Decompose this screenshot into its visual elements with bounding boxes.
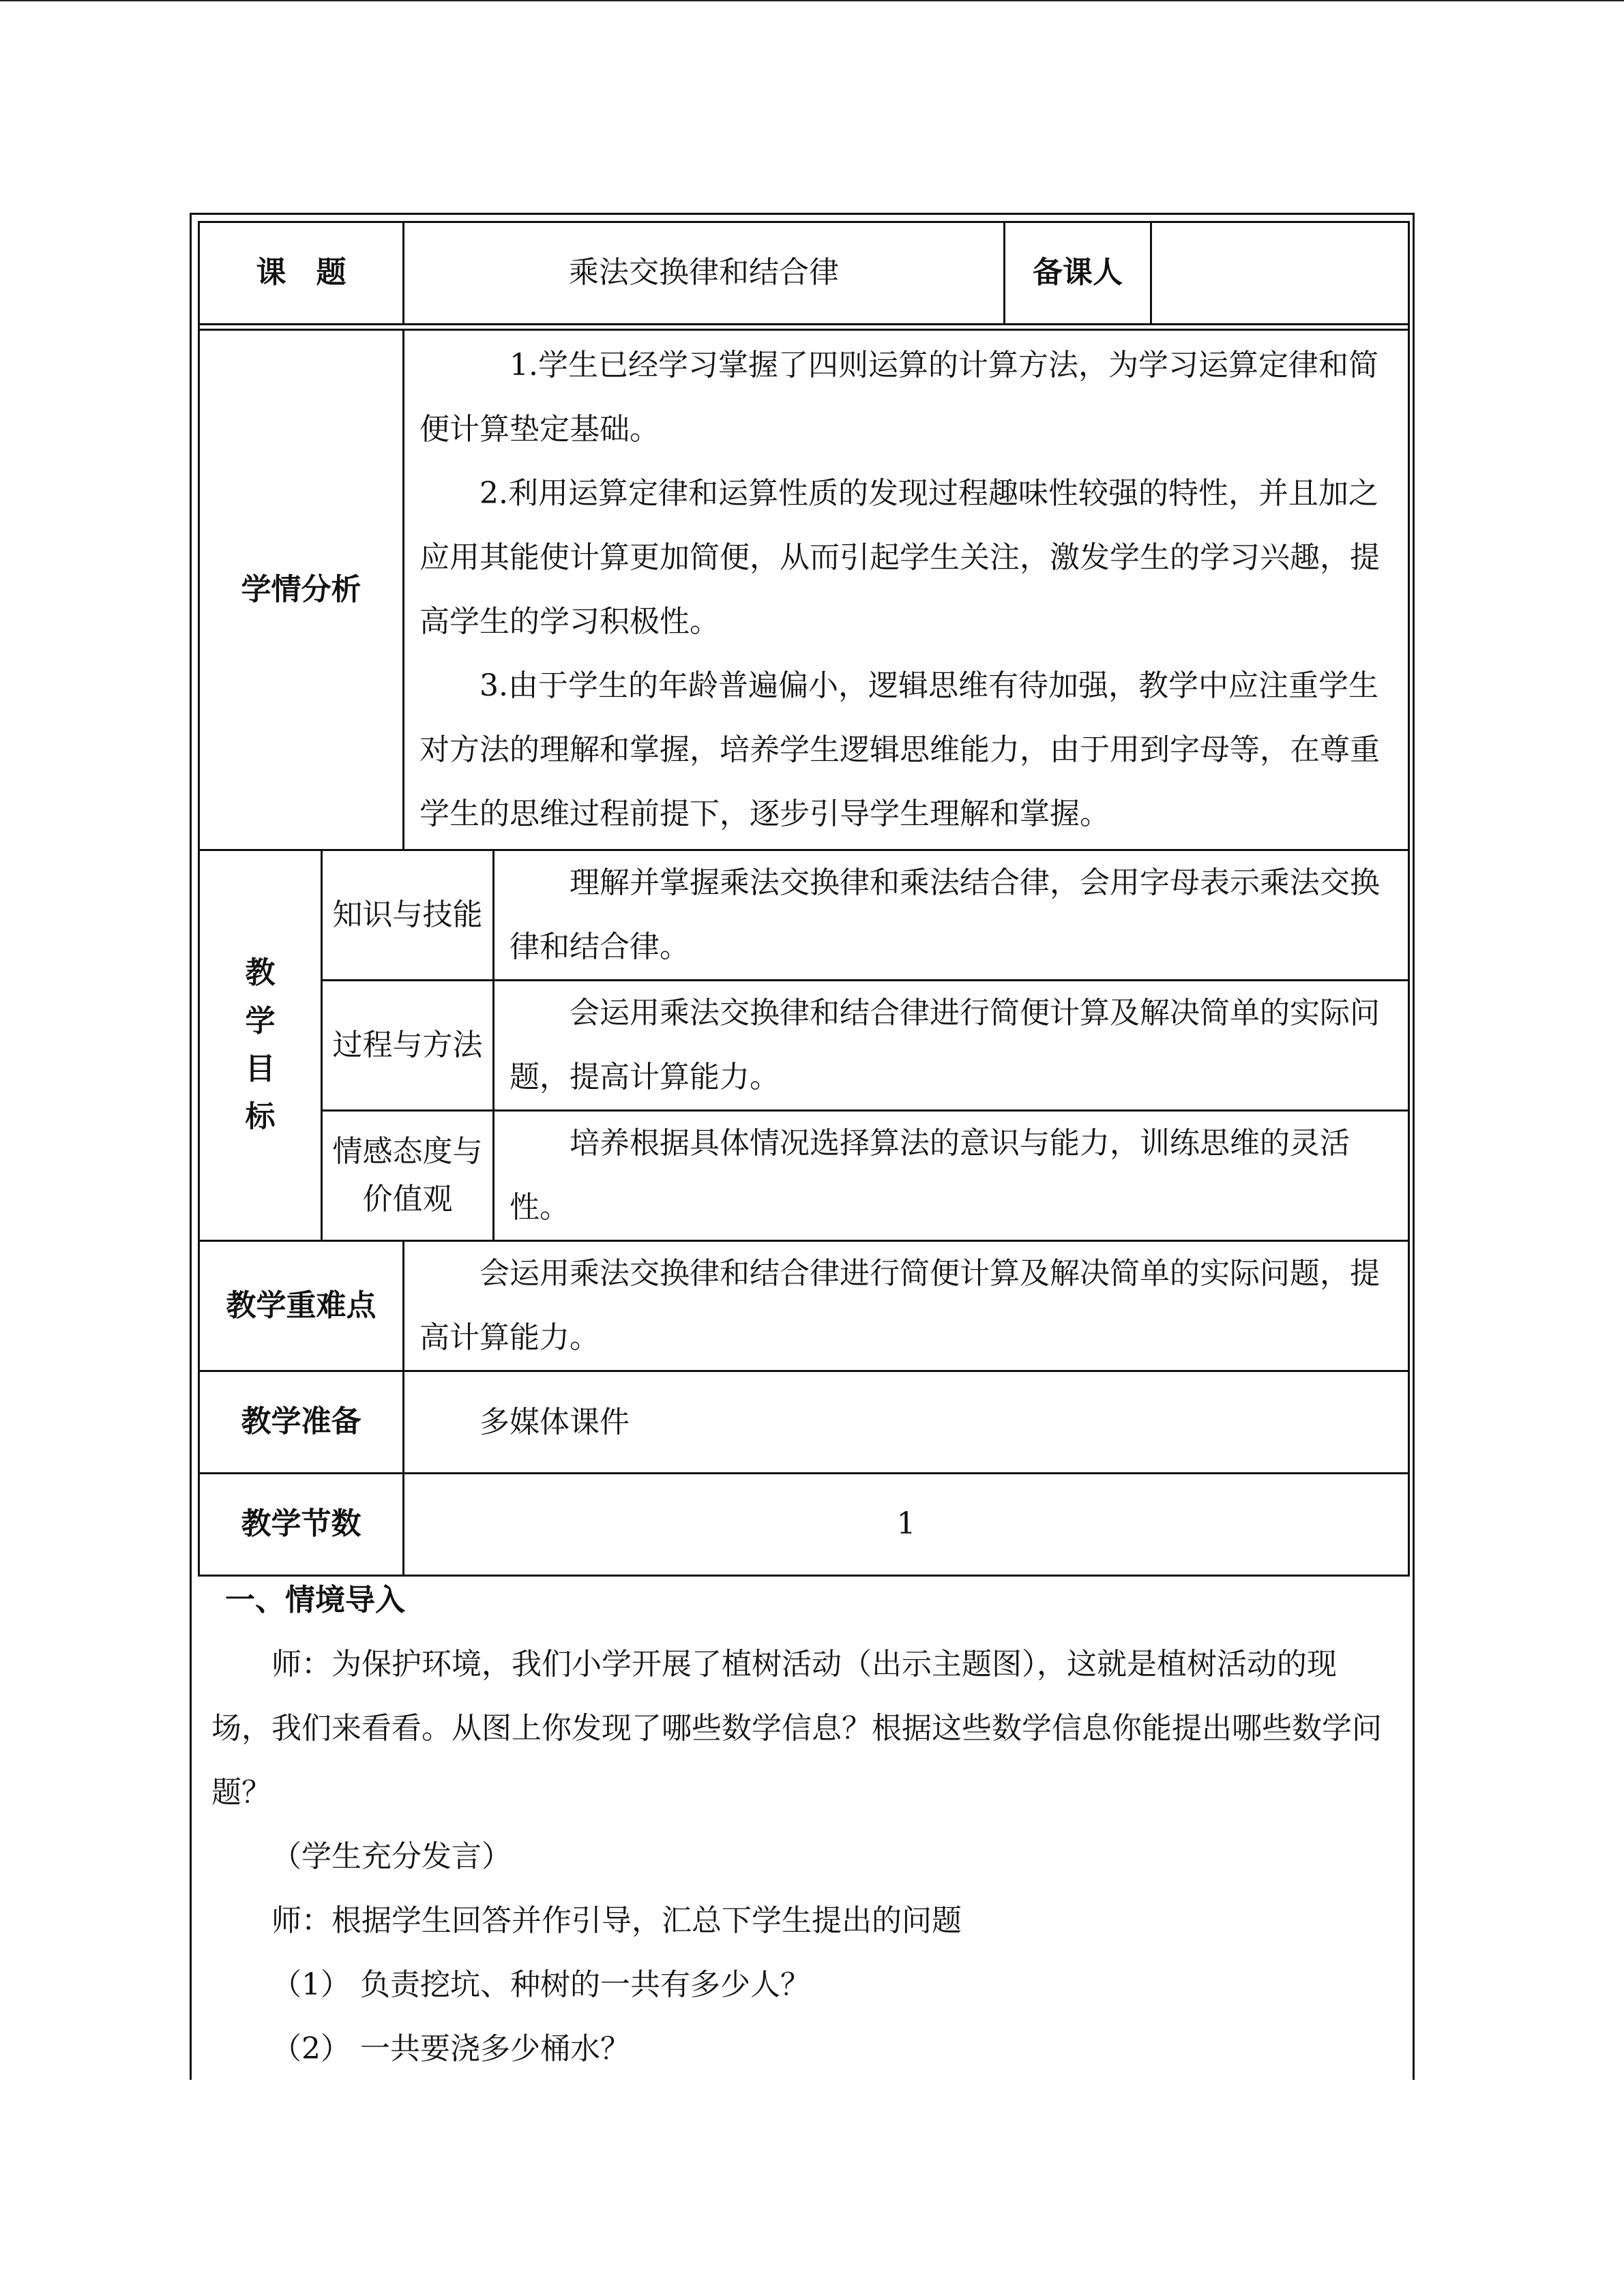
preparer-value: [1151, 222, 1409, 325]
goals-label-char-1: 教: [245, 955, 276, 991]
teaching-process: [198, 1568, 1408, 2081]
preparation-cell: [404, 1371, 1409, 1474]
goal-emotion-text: 培养根据具体情况选择算法的意识与能力，训练思维的灵活性。: [510, 1126, 1350, 1225]
goal-process-text: 会运用乘法交换律和结合律进行简便计算及解决简单的实际问题，提高计算能力。: [510, 996, 1380, 1094]
goal-emotion-name: [322, 1111, 494, 1241]
analysis-row: [199, 330, 1409, 850]
goal-emotion-name-line-1: 情感态度与: [332, 1133, 483, 1169]
goal-knowledge-name: 知识与技能: [322, 850, 494, 981]
periods-row: [199, 1474, 1409, 1576]
goals-label-char-2: 学: [245, 1003, 276, 1039]
analysis-paragraph-2: 2.利用运算定律和运算性质的发现过程趣味性较强的特性，并且加之应用其能使计算更加简便，从而引起学生关注，激发学生的学习兴趣，提高学生的学习积极性。: [419, 476, 1380, 639]
preparation-text: 多媒体课件: [479, 1404, 630, 1440]
preparation-row: [199, 1371, 1409, 1474]
process-teacher-summary: 师：根据学生回答并作引导，汇总下学生提出的问题: [271, 1903, 962, 1938]
process-heading: 一、情境导入: [225, 1583, 405, 1617]
topic-row: [199, 222, 1409, 325]
goal-row-knowledge: [199, 850, 1409, 981]
goal-knowledge-cell: [494, 850, 1409, 981]
process-student-response: （学生充分发言）: [271, 1839, 512, 1874]
goal-knowledge-text: 理解并掌握乘法交换律和乘法结合律，会用字母表示乘法交换律和结合律。: [510, 865, 1380, 964]
process-question-1: （1） 负责挖坑、种树的一共有多少人？: [271, 1967, 810, 2002]
goals-label-char-3: 目: [245, 1052, 276, 1086]
goal-process-cell: [494, 981, 1409, 1111]
goals-label-char-4: 标: [245, 1099, 276, 1135]
topic-label: 课 题: [199, 222, 404, 325]
goals-label: [199, 850, 322, 1241]
goal-row-emotion: [199, 1111, 1409, 1241]
goal-emotion-cell: [494, 1111, 1409, 1241]
key-points-text: 会运用乘法交换律和结合律进行简便计算及解决简单的实际问题，提高计算能力。: [419, 1256, 1380, 1355]
goal-emotion-name-line-2: 价值观: [362, 1182, 453, 1217]
key-points-row: [199, 1241, 1409, 1371]
topic-value: 乘法交换律和结合律: [404, 222, 1005, 325]
goal-process-name: 过程与方法: [322, 981, 494, 1111]
analysis-paragraph-1: 1.学生已经学习掌握了四则运算的计算方法，为学习运算定律和简便计算垫定基础。: [419, 348, 1378, 447]
header-gap-row: [199, 325, 1409, 330]
key-points-cell: [404, 1241, 1409, 1371]
periods-value: 1: [404, 1474, 1409, 1576]
process-intro: 师：为保护环境，我们小学开展了植树活动（出示主题图），这就是植树活动的现场，我们来看看。从图上你发现了哪些数学信息？根据这些数学信息你能提出哪些数学问题？: [211, 1647, 1382, 1810]
preparation-label: 教学准备: [199, 1371, 404, 1474]
analysis-paragraph-3: 3.由于学生的年龄普遍偏小，逻辑思维有待加强，教学中应注重学生对方法的理解和掌握，培养学生逻辑思维能力，由于用到字母等，在尊重学生的思维过程前提下，逐步引导学生理解和掌握。: [419, 668, 1380, 831]
key-points-label: 教学重难点: [199, 1241, 404, 1371]
process-question-2: （2） 一共要浇多少桶水？: [271, 2031, 630, 2066]
lesson-plan-table: [198, 221, 1410, 1577]
page-top-border: [0, 0, 1624, 1]
analysis-content: [404, 330, 1409, 850]
preparer-label: 备课人: [1005, 222, 1151, 325]
analysis-label: 学情分析: [199, 330, 404, 850]
periods-label: 教学节数: [199, 1474, 404, 1576]
goal-row-process: [199, 981, 1409, 1111]
header-double-rule: [199, 325, 1409, 330]
